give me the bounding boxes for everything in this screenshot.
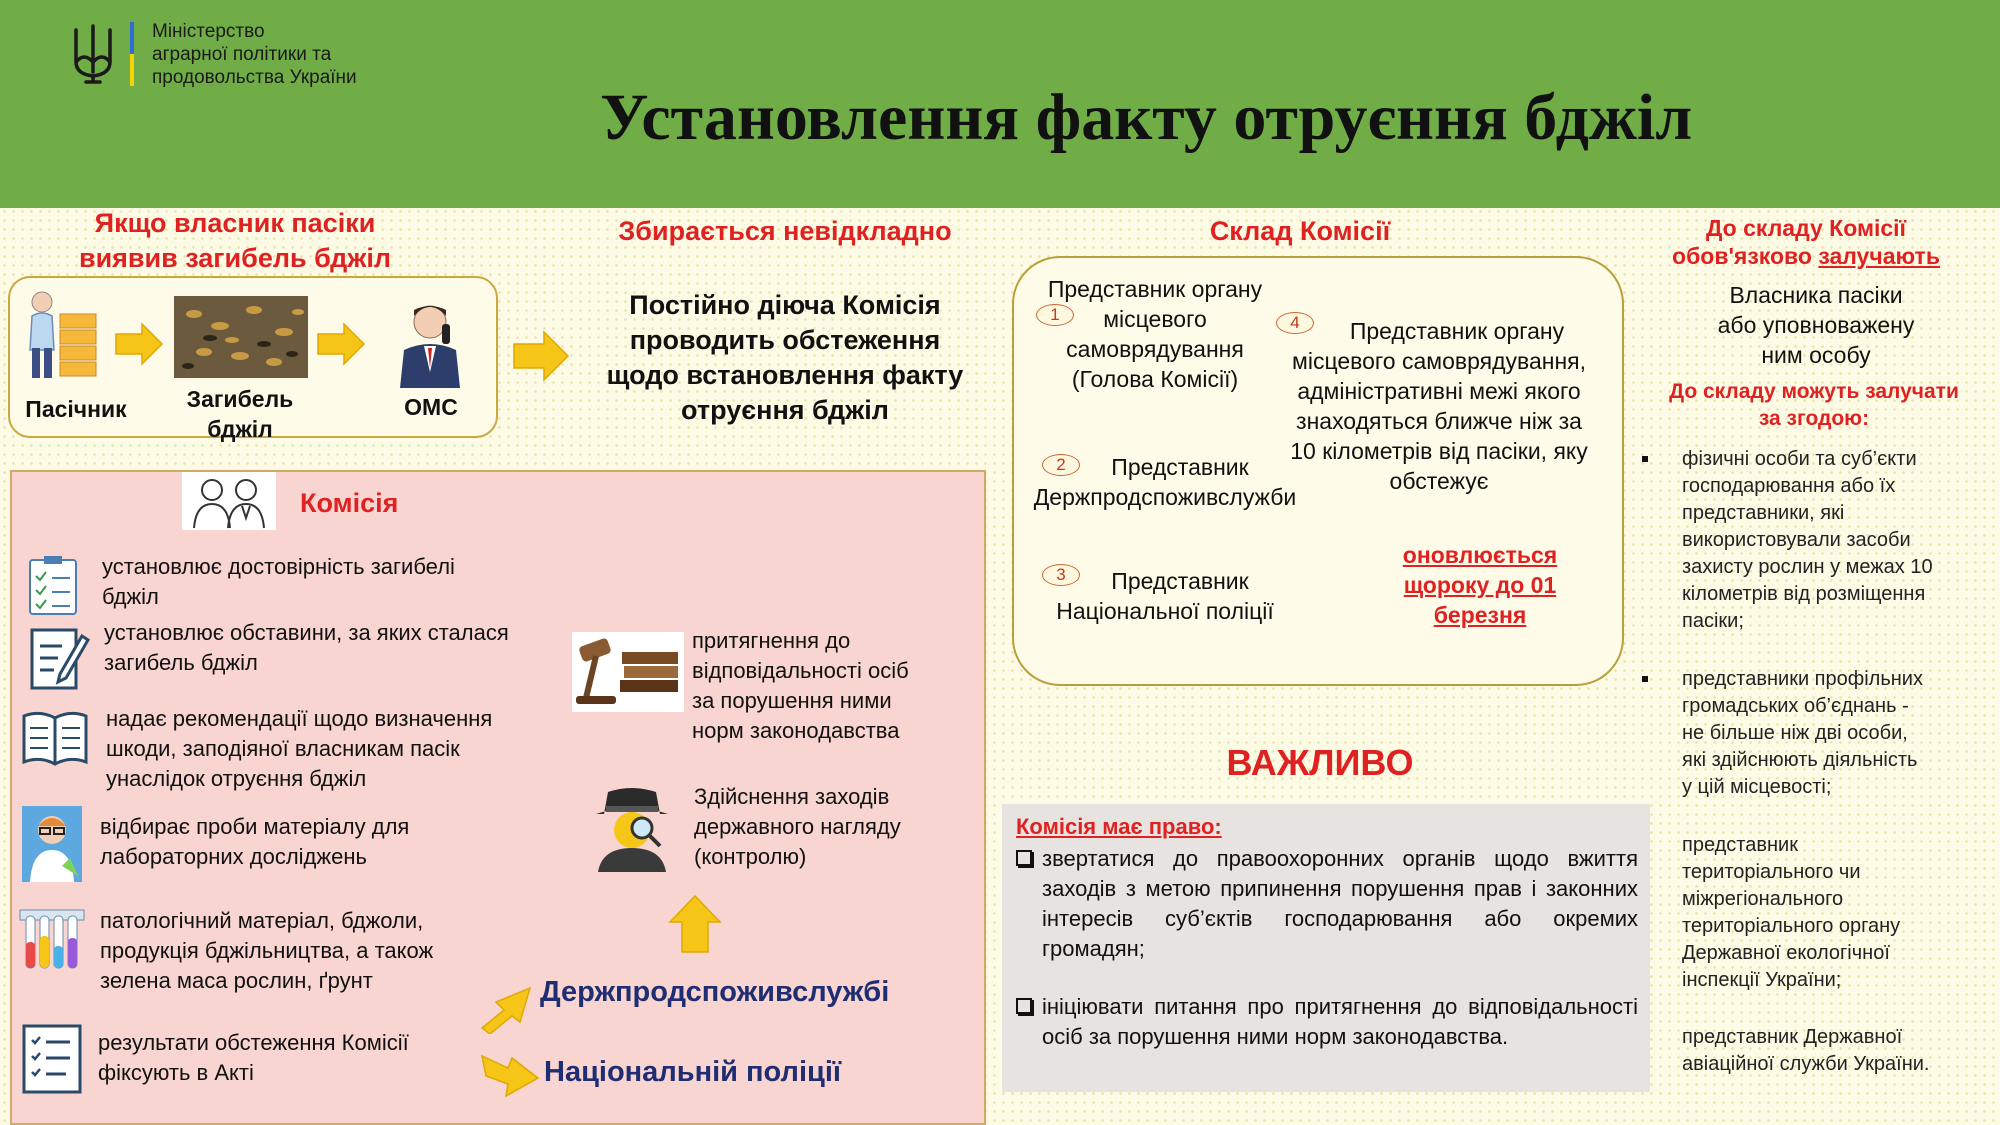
bees-death-line: бджіл <box>207 416 273 442</box>
duty-line: установлює обставини, за яких сталася <box>104 620 509 645</box>
bullet-line: Державної екологічної <box>1682 942 1890 964</box>
bees-death-label <box>170 384 310 444</box>
mandatory-heading-line: До складу Комісії <box>1706 215 1906 241</box>
test-tubes-icon <box>18 908 86 974</box>
immediate-line: проводить обстеження <box>629 325 941 355</box>
arrow-right-icon <box>316 322 366 366</box>
trident-icon <box>68 22 118 86</box>
ministry-name <box>152 20 452 89</box>
immediate-heading: Збирається невідкладно <box>618 216 952 246</box>
gavel-books-icon <box>572 632 684 712</box>
duty-line: шкоди, заподіяної власникам пасік <box>106 736 460 761</box>
member-4 <box>1270 316 1608 496</box>
rights-title: Комісія має право: <box>1016 814 1222 839</box>
supervision-line: державного нагляду <box>694 814 901 839</box>
right-text: ініціювати питання про притягнення до відповідальності осіб за порушення ними норм законодавства. <box>1042 994 1638 1049</box>
duty-line: патологічний матеріал, бджоли, <box>100 908 424 933</box>
owner-heading <box>30 206 440 276</box>
optional-bullet <box>1660 666 1995 801</box>
supervision-text <box>694 782 901 872</box>
agency-label-service: Держпродспоживслужбі <box>540 976 890 1008</box>
open-book-icon <box>20 708 90 768</box>
mandatory-line: або уповноважену <box>1717 312 1915 338</box>
member-3 <box>1030 566 1300 626</box>
member-line: Представник органу <box>1047 276 1263 302</box>
owner-flow-box <box>8 276 498 442</box>
member-number: 3 <box>1042 564 1080 586</box>
update-line: щороку до 01 <box>1403 572 1557 598</box>
checkbox-icon <box>1016 850 1032 866</box>
document-pen-icon <box>26 622 90 694</box>
bullet-line: представник Державної <box>1682 1026 1903 1048</box>
member-line: знаходяться ближче ніж за <box>1296 408 1582 434</box>
immediate-line: отруєння бджіл <box>681 395 889 425</box>
mandatory-heading-line <box>1636 242 1976 270</box>
rights-box <box>1002 804 1650 1092</box>
ministry-line: Міністерство <box>152 21 265 42</box>
duty-6 <box>98 1028 409 1088</box>
scientist-icon <box>22 806 82 882</box>
flag-bar <box>130 22 134 86</box>
bullet-line: фізичні особи та суб’єкти <box>1682 448 1917 470</box>
bullet-line: авіаційної служби України. <box>1682 1053 1930 1075</box>
optional-bullet <box>1660 832 1995 994</box>
duty-line: загибель бджіл <box>104 650 258 675</box>
duty-line: бджіл <box>102 584 159 609</box>
duty-line: установлює достовірність загибелі <box>102 554 455 579</box>
member-line: обстежує <box>1389 468 1489 494</box>
official-phone-icon <box>392 298 468 388</box>
checklist-icon <box>26 554 82 616</box>
right-item <box>1016 992 1638 1052</box>
member-number: 2 <box>1042 454 1080 476</box>
act-document-icon <box>18 1022 88 1096</box>
liability-line: притягнення до <box>692 628 851 653</box>
member-line: Представник <box>1111 454 1249 480</box>
member-number: 1 <box>1036 304 1074 326</box>
liability-line: норм законодавства <box>692 718 900 743</box>
immediate-line: Постійно діюча Комісія <box>629 290 941 320</box>
ministry-line: аграрної політики та <box>152 44 332 65</box>
bullet-line: представники, які <box>1682 502 1845 524</box>
bullet-icon <box>1642 456 1648 462</box>
oms-label: ОМС <box>404 394 458 420</box>
bullet-line: захисту рослин у межах 10 <box>1682 556 1933 578</box>
liability-line: відповідальності осіб <box>692 658 909 683</box>
arrow-right-icon <box>480 1048 542 1102</box>
duty-line: фіксують в Акті <box>98 1060 254 1085</box>
bullet-line: представник <box>1682 834 1798 856</box>
duty-line: лабораторних досліджень <box>100 844 367 869</box>
bullet-text <box>1682 446 1995 635</box>
member-line: Представник <box>1111 568 1249 594</box>
optional-heading-line: за згодою: <box>1758 407 1870 430</box>
commission-title: Комісія <box>300 488 399 518</box>
member-number: 4 <box>1276 312 1314 334</box>
optional-heading-line: До складу можуть залучати <box>1669 380 1959 403</box>
mandatory-text <box>1656 280 1976 370</box>
member-line: Держпродспоживслужби <box>1033 484 1297 510</box>
member-line: 10 кілометрів від пасіки, яку <box>1290 438 1588 464</box>
immediate-text <box>580 288 990 428</box>
duty-4 <box>100 812 409 872</box>
member-line: Представник органу <box>1349 318 1565 344</box>
duty-line: продукція бджільництва, а також <box>100 938 434 963</box>
member-line: Національної поліції <box>1056 598 1274 624</box>
optional-bullet <box>1660 446 1995 635</box>
bullet-line: використовували засоби <box>1682 529 1911 551</box>
optional-heading <box>1636 378 1992 432</box>
bullet-line: які здійснюють діяльність <box>1682 749 1918 771</box>
bullet-text <box>1682 832 1995 994</box>
liability-text <box>692 626 909 746</box>
member-line: самоврядування <box>1066 336 1244 362</box>
liability-line: за порушення ними <box>692 688 892 713</box>
bullet-icon <box>1642 676 1648 682</box>
bullet-line: не більше ніж дві особи, <box>1682 722 1908 744</box>
owner-heading-line: виявив загибель бджіл <box>78 243 392 273</box>
bullet-line: у цій місцевості; <box>1682 776 1832 798</box>
bullet-text <box>1682 666 1995 801</box>
ministry-line: продовольства України <box>152 67 357 88</box>
member-line: адміністративні межі якого <box>1297 378 1581 404</box>
supervision-line: (контролю) <box>694 844 807 869</box>
update-note <box>1390 540 1570 630</box>
duty-line: відбирає проби матеріалу для <box>100 814 410 839</box>
mandatory-heading <box>1636 214 1976 270</box>
detective-icon <box>590 784 674 872</box>
bullet-line: міжрегіонального <box>1682 888 1844 910</box>
mandatory-line: ним особу <box>1761 342 1871 368</box>
arrow-right-icon <box>114 322 164 366</box>
mandatory-heading-underlined: залучають <box>1818 243 1940 269</box>
checkbox-icon <box>1016 998 1032 1014</box>
bullet-line: територіального органу <box>1682 915 1901 937</box>
bees-death-line: Загибель <box>186 386 294 412</box>
member-line: місцевого самоврядування, <box>1292 348 1586 374</box>
duty-2 <box>104 618 509 678</box>
duty-1 <box>102 552 455 612</box>
duty-line: результати обстеження Комісії <box>98 1030 409 1055</box>
right-text: звертатися до правоохоронних органів щодо вжиття заходів з метою припинення порушення прав і законних інтересів суб’єктів господарювання або окремих громадян; <box>1042 846 1638 961</box>
duty-line: унаслідок отруєння бджіл <box>106 766 367 791</box>
bullet-line: громадських об’єднань - <box>1682 695 1909 717</box>
commission-people-icon <box>182 472 276 530</box>
owner-heading-line: Якщо власник пасіки <box>94 208 376 238</box>
agency-label-police: Національній поліції <box>544 1056 842 1088</box>
member-line: місцевого <box>1103 306 1207 332</box>
member-2 <box>1020 452 1310 512</box>
arrow-right-icon <box>512 330 570 382</box>
member-line: (Голова Комісії) <box>1071 366 1239 392</box>
important-heading: ВАЖЛИВО <box>1226 742 1414 783</box>
bullet-text <box>1682 1024 1995 1078</box>
beekeeper-label: Пасічник <box>25 396 127 422</box>
update-line: оновлюється <box>1402 542 1558 568</box>
bullet-line: територіального чи <box>1682 861 1861 883</box>
beekeeper-icon <box>20 288 100 384</box>
arrow-up-icon <box>668 894 722 954</box>
mandatory-heading-pre: обов'язково <box>1672 243 1819 269</box>
mandatory-line: Власника пасіки <box>1729 282 1903 308</box>
header-banner <box>0 0 2000 208</box>
bullet-line: господарювання або їх <box>1682 475 1896 497</box>
immediate-line: щодо встановлення факту <box>606 360 964 390</box>
bullet-line: пасіки; <box>1682 610 1744 632</box>
update-line: березня <box>1433 602 1527 628</box>
duty-5 <box>100 906 433 996</box>
commission-panel <box>10 470 986 1125</box>
dead-bees-photo <box>174 296 308 378</box>
page-title: Установлення факту отруєння бджіл <box>600 81 1693 154</box>
member-1 <box>1030 274 1280 394</box>
duty-3 <box>106 704 492 794</box>
bullet-line: представники профільних <box>1682 668 1923 690</box>
bullet-line: інспекції України; <box>1682 969 1842 991</box>
arrow-up-right-icon <box>476 980 536 1034</box>
bullet-line: кілометрів від розміщення <box>1682 583 1926 605</box>
supervision-line: Здійснення заходів <box>694 784 890 809</box>
composition-heading: Склад Комісії <box>1209 216 1391 246</box>
right-item <box>1016 844 1638 964</box>
duty-line: надає рекомендації щодо визначення <box>106 706 493 731</box>
optional-bullet <box>1660 1024 1995 1078</box>
duty-line: зелена маса рослин, ґрунт <box>100 968 373 993</box>
